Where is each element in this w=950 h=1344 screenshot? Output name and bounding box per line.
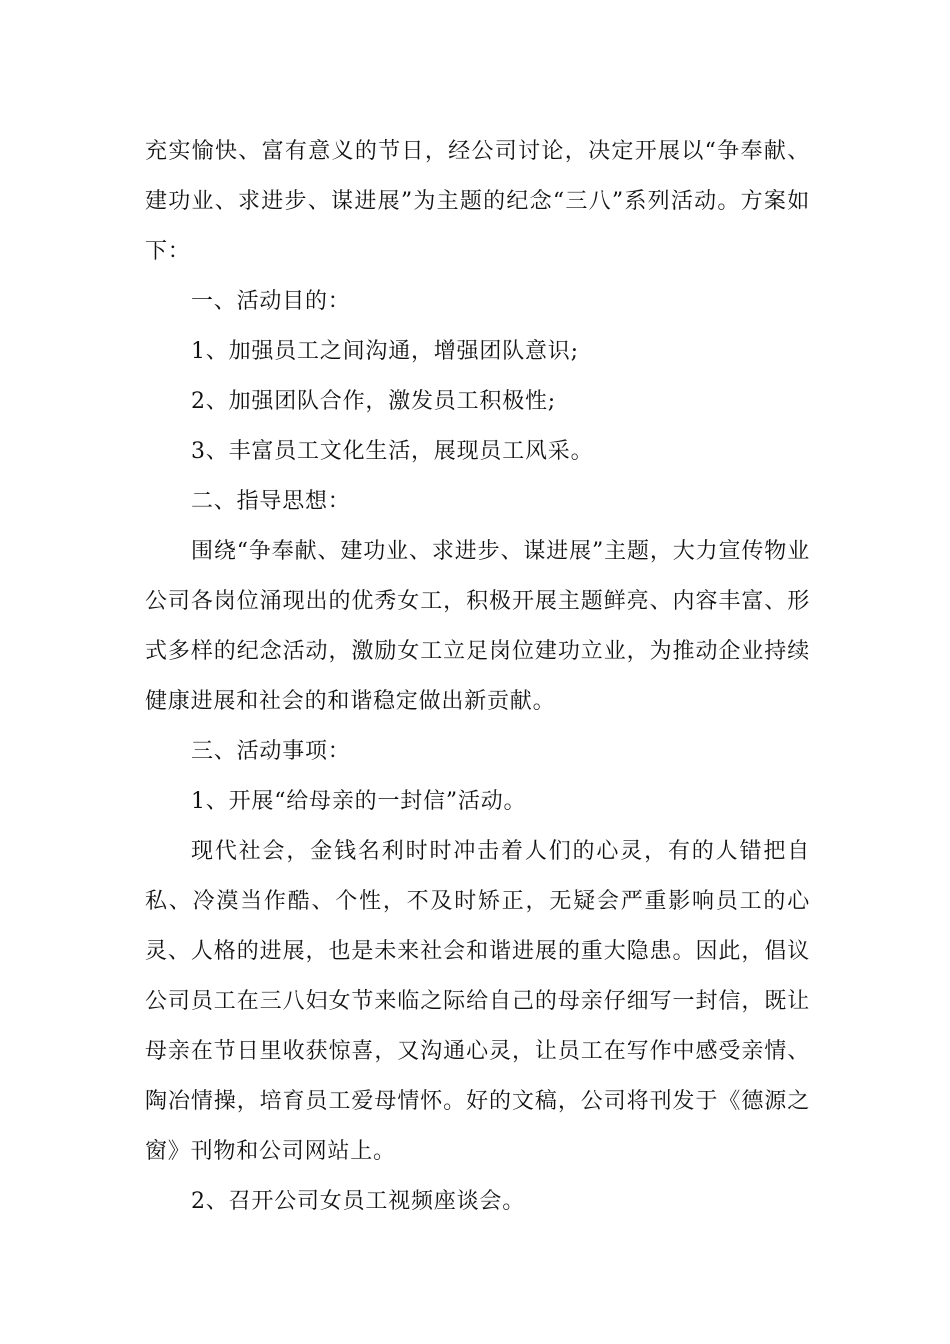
paragraph-activity-1-detail: 现代社会，金钱名利时时冲击着人们的心灵，有的人错把自私、冷漠当作酷、个性，不及时矫正，无疑会严重影响员工的心灵、人格的进展，也是未来社会和谐进展的重大隐患。因此，倡议公司员工在三八妇女节来临之际给自己的母亲仔细写一封信，既让母亲在节日里收获惊喜，又沟通心灵，让员工在写作中感受亲情、陶冶情操，培育员工爱母情怀。好的文稿，公司将刊发于《德源之窗》刊物和公司网站上。	[145, 839, 810, 1164]
heading-activity-purpose: 一、活动目的：	[191, 289, 351, 314]
list-item-purpose-1: 1、加强员工之间沟通，增强团队意识;	[191, 339, 579, 364]
heading-guiding-ideology: 二、指导思想：	[191, 489, 351, 514]
list-item-purpose-3: 3、丰富员工文化生活，展现员工风采。	[191, 439, 594, 464]
paragraph-guiding-ideology: 围绕“争奉献、建功业、求进步、谋进展”主题，大力宣传物业公司各岗位涌现出的优秀女工，积极开展主题鲜亮、内容丰富、形式多样的纪念活动，激励女工立足岗位建功立业，为推动企业持续健康进展和社会的和谐稳定做出新贡献。	[145, 539, 810, 714]
document-body	[145, 127, 810, 1227]
list-item-activity-2: 2、召开公司女员工视频座谈会。	[191, 1189, 525, 1214]
list-item-activity-1: 1、开展“给母亲的一封信”活动。	[191, 789, 527, 814]
heading-activity-items: 三、活动事项：	[191, 739, 351, 764]
list-item-purpose-2: 2、加强团队合作，激发员工积极性;	[191, 389, 557, 414]
paragraph-intro: 充实愉快、富有意义的节日，经公司讨论，决定开展以“争奉献、建功业、求进步、谋进展”为主题的纪念“三八”系列活动。方案如下：	[145, 139, 810, 264]
